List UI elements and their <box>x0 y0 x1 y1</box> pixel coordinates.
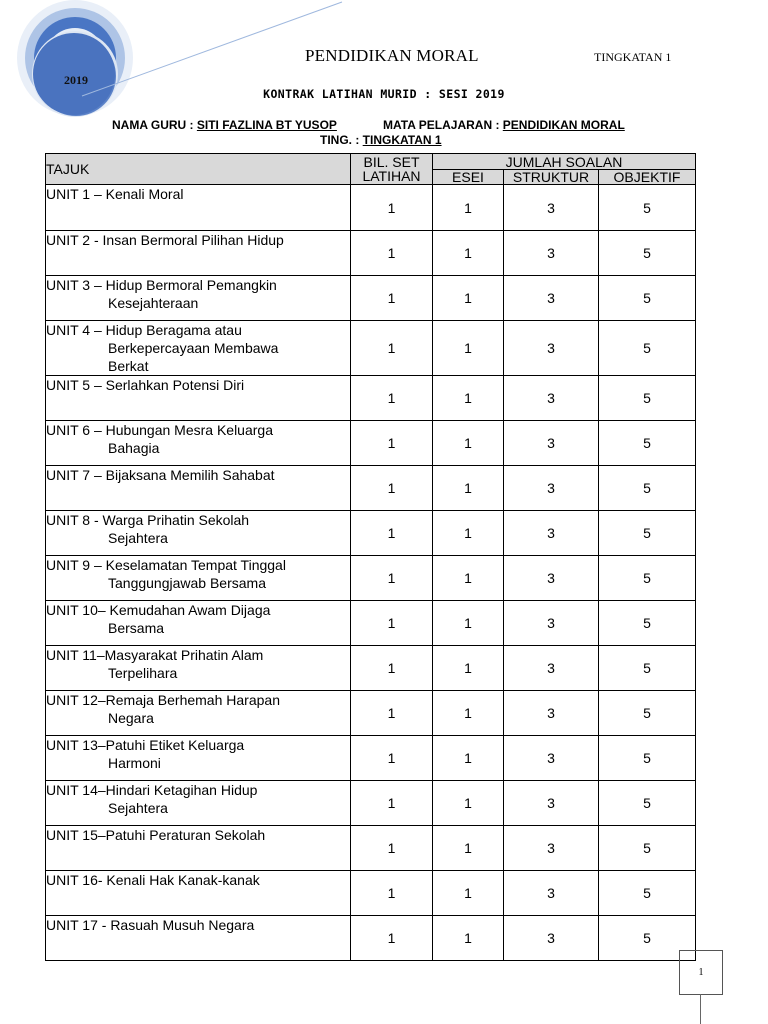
header-jumlah-soalan: JUMLAH SOALAN <box>433 154 696 170</box>
topic-title: UNIT 1 – Kenali Moral <box>46 186 184 202</box>
bil-set-cell: 1 <box>351 376 433 421</box>
topic-continuation: Negara <box>108 710 154 726</box>
topic-title: UNIT 13–Patuhi Etiket Keluarga <box>46 737 245 753</box>
objektif-cell: 5 <box>599 321 696 376</box>
struktur-cell: 3 <box>504 871 599 916</box>
header-bil-set <box>351 154 433 185</box>
objektif-cell: 5 <box>599 916 696 961</box>
topic-cell <box>46 781 351 826</box>
header-tajuk: TAJUK <box>46 154 351 185</box>
struktur-cell: 3 <box>504 321 599 376</box>
objektif-cell: 5 <box>599 826 696 871</box>
topic-title: UNIT 12–Remaja Berhemah Harapan <box>46 692 280 708</box>
topic-continuation: Kesejahteraan <box>108 295 199 311</box>
esei-cell: 1 <box>433 871 504 916</box>
topic-cell <box>46 871 351 916</box>
struktur-cell: 3 <box>504 691 599 736</box>
bil-set-cell: 1 <box>351 916 433 961</box>
topic-cell <box>46 601 351 646</box>
objektif-cell: 5 <box>599 511 696 556</box>
topic-title: UNIT 6 – Hubungan Mesra Keluarga <box>46 422 273 438</box>
bil-set-cell: 1 <box>351 646 433 691</box>
topic-title: UNIT 9 – Keselamatan Tempat Tinggal <box>46 557 286 573</box>
topic-title: UNIT 15–Patuhi Peraturan Sekolah <box>46 827 266 843</box>
topic-title: UNIT 5 – Serlahkan Potensi Diri <box>46 377 245 393</box>
header-form-level: TINGKATAN 1 <box>594 50 672 64</box>
struktur-cell: 3 <box>504 781 599 826</box>
header-struktur: STRUKTUR <box>504 170 599 185</box>
topic-cell <box>46 646 351 691</box>
esei-cell: 1 <box>433 691 504 736</box>
esei-cell: 1 <box>433 231 504 276</box>
topic-cell <box>46 691 351 736</box>
struktur-cell: 3 <box>504 466 599 511</box>
topic-cell <box>46 556 351 601</box>
header-subject: PENDIDIKAN MORAL <box>305 46 479 65</box>
struktur-cell: 3 <box>504 736 599 781</box>
table-row <box>46 916 696 961</box>
table-row <box>46 646 696 691</box>
topic-cell <box>46 276 351 321</box>
objektif-cell: 5 <box>599 601 696 646</box>
bil-set-cell: 1 <box>351 556 433 601</box>
topic-cell <box>46 421 351 466</box>
bil-set-cell: 1 <box>351 276 433 321</box>
table-row <box>46 871 696 916</box>
struktur-cell: 3 <box>504 601 599 646</box>
topic-cell <box>46 511 351 556</box>
topic-title: UNIT 7 – Bijaksana Memilih Sahabat <box>46 467 275 483</box>
esei-cell: 1 <box>433 421 504 466</box>
topic-continuation: Bahagia <box>108 440 160 456</box>
form-value: TINGKATAN 1 <box>362 133 442 147</box>
table-row <box>46 276 696 321</box>
topic-title: UNIT 17 - Rasuah Musuh Negara <box>46 917 255 933</box>
objektif-cell: 5 <box>599 276 696 321</box>
header-bil-line1: BIL. SET <box>363 154 420 170</box>
topic-cell <box>46 466 351 511</box>
bil-set-cell: 1 <box>351 466 433 511</box>
topic-cell <box>46 916 351 961</box>
form-info <box>320 133 442 147</box>
topic-cell <box>46 231 351 276</box>
esei-cell: 1 <box>433 646 504 691</box>
topic-continuation: Terpelihara <box>108 665 178 681</box>
topic-cell <box>46 185 351 231</box>
esei-cell: 1 <box>433 321 504 376</box>
struktur-cell: 3 <box>504 556 599 601</box>
esei-cell: 1 <box>433 916 504 961</box>
table-row <box>46 691 696 736</box>
table-row <box>46 231 696 276</box>
bil-set-cell: 1 <box>351 511 433 556</box>
topic-continuation: Sejahtera <box>108 800 168 816</box>
esei-cell: 1 <box>433 736 504 781</box>
subject-label: MATA PELAJARAN : <box>383 118 500 132</box>
topic-title: UNIT 8 - Warga Prihatin Sekolah <box>46 512 250 528</box>
topic-title: UNIT 11–Masyarakat Prihatin Alam <box>46 647 264 663</box>
form-label: TING. : <box>320 133 360 147</box>
table-row <box>46 511 696 556</box>
page-number-box <box>679 950 723 995</box>
page-number: 1 <box>698 967 704 978</box>
esei-cell: 1 <box>433 781 504 826</box>
topic-cell <box>46 736 351 781</box>
objektif-cell: 5 <box>599 871 696 916</box>
teacher-name: SITI FAZLINA BT YUSOP <box>196 118 337 132</box>
bil-set-cell: 1 <box>351 185 433 231</box>
document-title: KONTRAK LATIHAN MURID : SESI 2019 <box>263 87 505 101</box>
objektif-cell: 5 <box>599 691 696 736</box>
objektif-cell: 5 <box>599 421 696 466</box>
topic-title: UNIT 4 – Hidup Beragama atau <box>46 322 242 338</box>
table-row <box>46 601 696 646</box>
subject-info <box>383 118 625 132</box>
topic-cell <box>46 321 351 376</box>
bil-set-cell: 1 <box>351 691 433 736</box>
esei-cell: 1 <box>433 185 504 231</box>
subject-name: PENDIDIKAN MORAL <box>502 118 625 132</box>
teacher-info <box>112 118 337 132</box>
bil-set-cell: 1 <box>351 421 433 466</box>
table-body <box>46 185 696 961</box>
topic-title: UNIT 10– Kemudahan Awam Dijaga <box>46 602 271 618</box>
bil-set-cell: 1 <box>351 601 433 646</box>
bil-set-cell: 1 <box>351 826 433 871</box>
header-esei: ESEI <box>433 170 504 185</box>
table-row <box>46 736 696 781</box>
struktur-cell: 3 <box>504 826 599 871</box>
topic-title: UNIT 16- Kenali Hak Kanak-kanak <box>46 872 260 888</box>
table-row <box>46 556 696 601</box>
topic-cell <box>46 826 351 871</box>
teacher-label: NAMA GURU : <box>112 118 194 132</box>
table-row <box>46 321 696 376</box>
page-number-line <box>700 994 701 1024</box>
esei-cell: 1 <box>433 556 504 601</box>
topic-title: UNIT 2 - Insan Bermoral Pilihan Hidup <box>46 232 284 248</box>
topic-continuation: Berkat <box>108 358 149 374</box>
topic-continuation: Berkepercayaan Membawa <box>108 340 279 356</box>
struktur-cell: 3 <box>504 376 599 421</box>
objektif-cell: 5 <box>599 231 696 276</box>
header-bil-line2: LATIHAN <box>362 168 421 184</box>
topic-continuation: Harmoni <box>108 755 161 771</box>
esei-cell: 1 <box>433 376 504 421</box>
bil-set-cell: 1 <box>351 736 433 781</box>
struktur-cell: 3 <box>504 276 599 321</box>
struktur-cell: 3 <box>504 511 599 556</box>
table-row <box>46 376 696 421</box>
table-row <box>46 781 696 826</box>
struktur-cell: 3 <box>504 646 599 691</box>
header-objektif: OBJEKTIF <box>599 170 696 185</box>
objektif-cell: 5 <box>599 736 696 781</box>
table-row <box>46 466 696 511</box>
topic-title: UNIT 3 – Hidup Bermoral Pemangkin <box>46 277 277 293</box>
bil-set-cell: 1 <box>351 321 433 376</box>
objektif-cell: 5 <box>599 781 696 826</box>
bil-set-cell: 1 <box>351 781 433 826</box>
table-row <box>46 421 696 466</box>
struktur-cell: 3 <box>504 916 599 961</box>
esei-cell: 1 <box>433 466 504 511</box>
esei-cell: 1 <box>433 601 504 646</box>
exercise-contract-table <box>45 153 696 961</box>
bil-set-cell: 1 <box>351 871 433 916</box>
bil-set-cell: 1 <box>351 231 433 276</box>
esei-cell: 1 <box>433 826 504 871</box>
esei-cell: 1 <box>433 511 504 556</box>
esei-cell: 1 <box>433 276 504 321</box>
struktur-cell: 3 <box>504 231 599 276</box>
topic-continuation: Sejahtera <box>108 530 168 546</box>
topic-title: UNIT 14–Hindari Ketagihan Hidup <box>46 782 258 798</box>
topic-continuation: Bersama <box>108 620 165 636</box>
topic-cell <box>46 376 351 421</box>
struktur-cell: 3 <box>504 185 599 231</box>
objektif-cell: 5 <box>599 376 696 421</box>
objektif-cell: 5 <box>599 556 696 601</box>
objektif-cell: 5 <box>599 185 696 231</box>
struktur-cell: 3 <box>504 421 599 466</box>
table-row <box>46 826 696 871</box>
objektif-cell: 5 <box>599 466 696 511</box>
topic-continuation: Tanggungjawab Bersama <box>108 575 266 591</box>
table-row <box>46 185 696 231</box>
objektif-cell: 5 <box>599 646 696 691</box>
year-label: 2019 <box>64 73 88 87</box>
